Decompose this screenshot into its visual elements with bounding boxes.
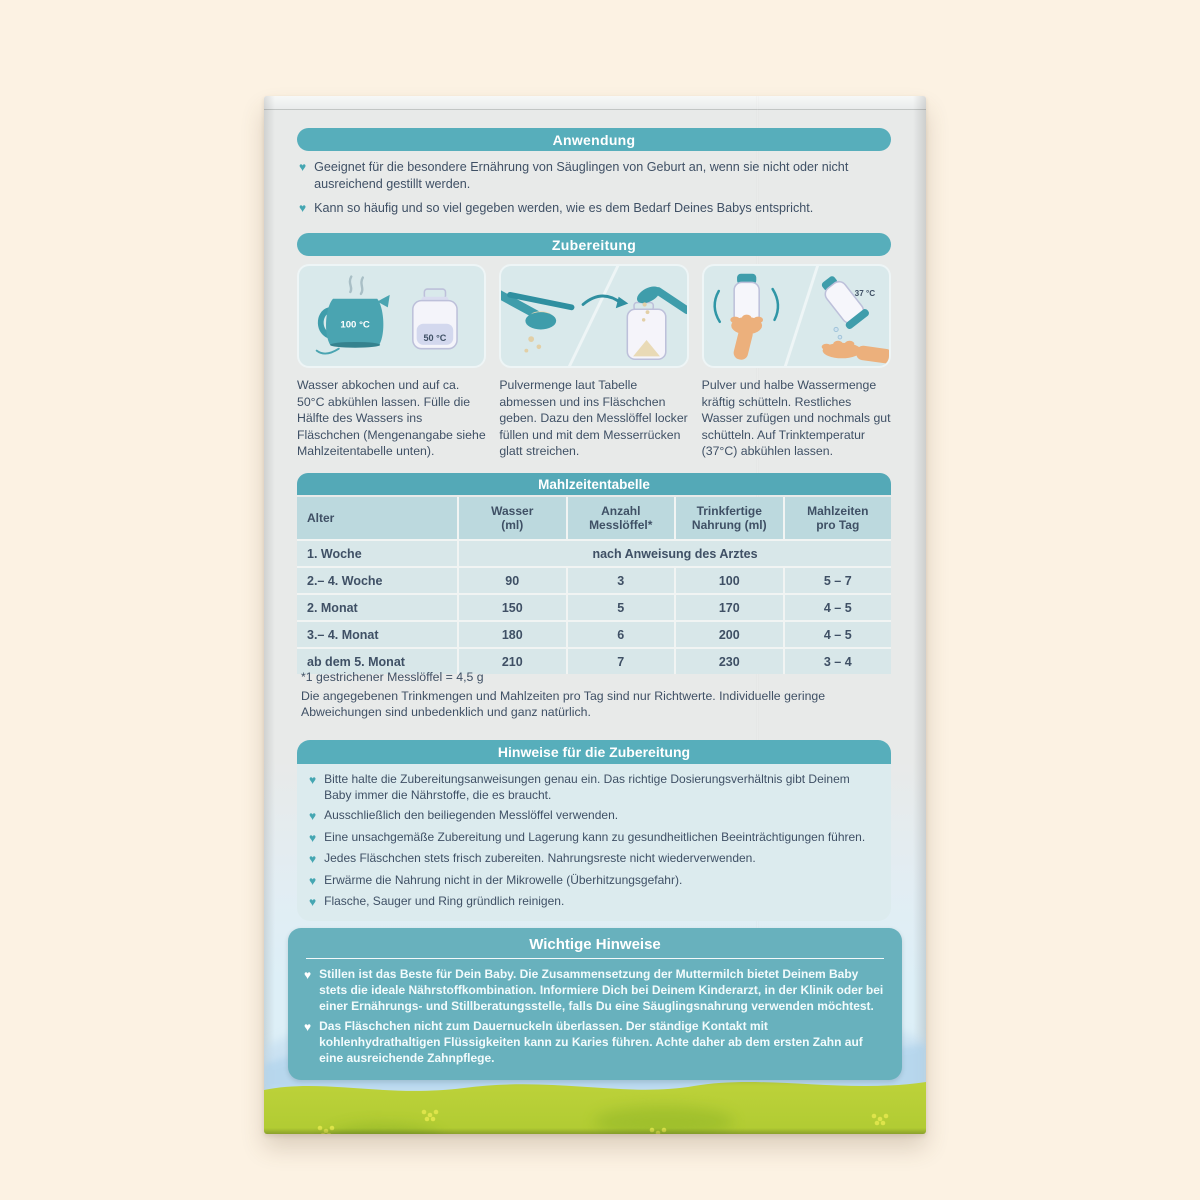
step-panel-measure-powder xyxy=(499,264,688,368)
table-cell-age: 1. Woche xyxy=(297,541,457,566)
zubereitung-header: Zubereitung xyxy=(297,233,891,256)
table-cell-water: 90 xyxy=(459,568,566,593)
guideline-footnote: Die angegebenen Trinkmengen und Mahlzeiten pro Tag sind nur Richtwerte. Individuelle geringe Abweichungen sind unbedenklich und ganz natürlich. xyxy=(301,689,826,719)
hinweise-bullets xyxy=(297,764,891,921)
hinweise-bullet: ♥ Ausschließlich den beiliegenden Messlöffel verwenden. xyxy=(309,808,619,823)
wichtige-bullet: ♥ Das Fläschchen nicht zum Dauernuckeln überlassen. Der ständige Kontakt mit kohlenhydrathaltigen Flüssigkeiten kann zu Karies führen. Achte daher ab dem ersten Zahn auf eine ausreichende Zahnpflege. xyxy=(304,1019,863,1065)
table-cell-doctor-note: nach Anweisung des Arztes xyxy=(459,541,891,566)
column-header-mahlzeiten: Mahlzeiten pro Tag xyxy=(785,497,892,539)
finger xyxy=(753,317,763,324)
heart-bullet-icon: ♥ xyxy=(309,830,317,845)
table-cell-water: 180 xyxy=(459,622,566,647)
wichtige-bullets xyxy=(304,967,886,1067)
finger xyxy=(742,315,752,322)
table-cell-scoops: 3 xyxy=(568,568,675,593)
powder-crumb xyxy=(529,336,535,342)
step-panel-shake-bottle xyxy=(702,264,891,368)
heart-bullet-icon: ♥ xyxy=(309,895,317,909)
measuring-spoon-icon xyxy=(526,312,557,329)
step-text-2: Pulvermenge laut Tabelle abmessen und ins Fläschchen geben. Dazu den Messlöffel locker füllen und mit dem Messerrücken glatt streichen. xyxy=(499,378,688,458)
table-cell-meals: 4 – 5 xyxy=(785,595,892,620)
scoop-footnote: *1 gestrichener Messlöffel = 4,5 g xyxy=(301,670,484,684)
panel-divider-line xyxy=(784,266,819,366)
anwendung-header: Anwendung xyxy=(297,128,891,151)
table-cell-age: 2.– 4. Woche xyxy=(297,568,457,593)
wichtige-bullet: ♥ Stillen ist das Beste für Dein Baby. Die Zusammensetzung der Muttermilch bietet Deinem Baby stets die ideale Nährstoffkombination. Informiere Dich bei Deinem Kinderarzt, in der Klinik oder bei einer Ernährungs- und Stillberatungsstelle, falls Du eine Säuglingsnahrung verwenden möchtest. xyxy=(304,967,884,1013)
powder-stream xyxy=(642,318,645,321)
wichtige-hinweise-box xyxy=(288,928,902,1080)
measuring-spoon-illustration xyxy=(501,266,686,366)
zubereitung-illustrations xyxy=(297,264,891,368)
meal-table xyxy=(297,473,891,674)
tilted-bottle-icon xyxy=(816,271,870,330)
shake-bottle-illustration xyxy=(704,266,889,366)
anwendung-bullet-text: Geeignet für die besondere Ernährung von Säuglingen von Geburt an, wenn sie nicht oder nicht ausreichend gestillt werden. xyxy=(314,160,849,191)
powder-crumb xyxy=(537,344,542,349)
box-bottom-shadow xyxy=(264,1128,926,1134)
column-header-messloeffel: Anzahl Messlöffel* xyxy=(568,497,675,539)
heart-bullet-icon: ♥ xyxy=(309,773,317,787)
finger xyxy=(844,341,854,347)
finger xyxy=(730,317,740,324)
drink-temp-label: 37 °C xyxy=(854,288,875,298)
motion-arc xyxy=(714,291,719,322)
powder-stream xyxy=(643,302,647,306)
step-panel-boil-water xyxy=(297,264,486,368)
arm xyxy=(855,345,889,364)
heart-bullet-icon: ♥ xyxy=(309,809,317,823)
heart-bullet-icon: ♥ xyxy=(304,1020,312,1035)
anwendung-bullet-text: Kann so häufig und so viel gegeben werden, wie es dem Bedarf Deines Babys entspricht. xyxy=(314,201,814,215)
steam-icon xyxy=(361,278,363,294)
table-cell-meals: 4 – 5 xyxy=(785,622,892,647)
powder-crumb xyxy=(525,349,529,353)
finger xyxy=(821,344,831,350)
table-cell-scoops: 7 xyxy=(568,649,675,674)
table-cell-ready: 230 xyxy=(676,649,783,674)
heart-bullet-icon: ♥ xyxy=(309,852,317,866)
table-cell-meals: 3 – 4 xyxy=(785,649,892,674)
hinweise-bullet: ♥ Erwärme die Nahrung nicht in der Mikrowelle (Überhitzungsgefahr). xyxy=(309,872,683,888)
table-cell-ready: 200 xyxy=(676,622,783,647)
table-cell-age: 3.– 4. Monat xyxy=(297,622,457,647)
white-divider xyxy=(306,958,884,959)
step-text-1: Wasser abkochen und auf ca. 50°C abkühlen lassen. Fülle die Hälfte des Wassers ins Fläschchen (Mengenangabe siehe Mahlzeitentabelle unten). xyxy=(297,378,486,458)
milk-drop xyxy=(838,335,842,339)
table-cell-ready: 170 xyxy=(676,595,783,620)
column-header-trinkfertig: Trinkfertige Nahrung (ml) xyxy=(676,497,783,539)
anwendung-bullet xyxy=(299,159,889,192)
table-cell-meals: 5 – 7 xyxy=(785,568,892,593)
motion-arc xyxy=(772,289,777,320)
panel-divider-line xyxy=(568,266,620,366)
power-cord xyxy=(317,349,339,354)
table-cell-scoops: 6 xyxy=(568,622,675,647)
heart-bullet-icon: ♥ xyxy=(299,201,307,215)
kettle-and-bottle-illustration xyxy=(299,266,484,366)
anwendung-bullets xyxy=(299,159,889,217)
milk-drop xyxy=(834,327,838,331)
meal-table-grid xyxy=(297,497,891,674)
anwendung-bullet xyxy=(299,200,889,217)
hinweise-bullet: ♥ Bitte halte die Zubereitungsanweisungen genau ein. Das richtige Dosierungsverhältnis gibt Deinem Baby immer die Nährstoffe, die es braucht. xyxy=(309,772,850,802)
hinweise-bullet: ♥ Jedes Fläschchen stets frisch zubereiten. Nahrungsreste nicht wiederverwenden. xyxy=(309,851,756,866)
kettle-temp-label: 100 °C xyxy=(340,319,370,331)
table-cell-ready: 100 xyxy=(676,568,783,593)
table-cell-scoops: 5 xyxy=(568,595,675,620)
heart-bullet-icon: ♥ xyxy=(309,873,317,888)
table-cell-age: ab dem 5. Monat xyxy=(297,649,457,674)
meadow xyxy=(264,1072,926,1134)
spoon-handle xyxy=(658,291,686,310)
table-cell-age: 2. Monat xyxy=(297,595,457,620)
wichtige-header: Wichtige Hinweise xyxy=(529,936,661,953)
box-back-panel xyxy=(264,96,926,1134)
column-header-wasser: Wasser (ml) xyxy=(459,497,566,539)
powder-stream xyxy=(646,310,650,314)
hinweise-header: Hinweise für die Zubereitung xyxy=(297,740,891,764)
heart-bullet-icon: ♥ xyxy=(304,968,312,982)
step-text-3: Pulver und halbe Wassermenge kräftig schütteln. Restliches Wasser zufügen und nochmals gut schütteln. Auf Trinktemperatur (37°C) abkühlen lassen. xyxy=(701,378,891,458)
finger xyxy=(833,341,843,347)
hinweise-bullet: ♥ Eine unsachgemäße Zubereitung und Lagerung kann zu gesundheitlichen Beeinträchtigungen führen. xyxy=(309,829,866,845)
zubereitung-steps xyxy=(297,377,891,460)
table-cell-water: 150 xyxy=(459,595,566,620)
column-header-alter: Alter xyxy=(297,497,457,539)
kettle-base xyxy=(330,342,380,348)
steam-icon xyxy=(350,277,351,292)
bottle-temp-label: 50 °C xyxy=(423,333,447,343)
table-cell-water: 210 xyxy=(459,649,566,674)
hinweise-bullet: ♥ Flasche, Sauger und Ring gründlich reinigen. xyxy=(309,894,565,909)
hinweise-panel xyxy=(297,740,891,921)
heart-bullet-icon: ♥ xyxy=(299,160,307,174)
meal-table-title: Mahlzeitentabelle xyxy=(297,473,891,495)
arrow-head xyxy=(616,297,629,309)
